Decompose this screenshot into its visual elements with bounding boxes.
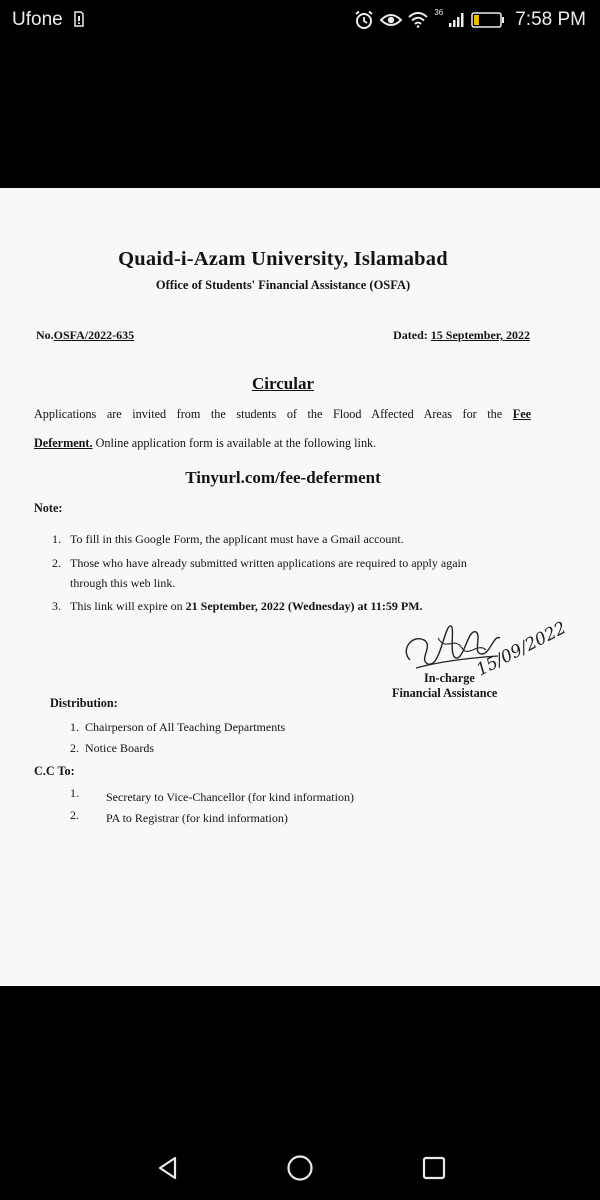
note-label: Note: xyxy=(34,501,63,515)
reference-value: OSFA/2022-635 xyxy=(53,328,135,342)
distribution-number: 2. xyxy=(70,741,79,755)
wifi-icon xyxy=(408,12,428,28)
body-line-1-bold: Fee xyxy=(512,407,532,421)
signatory-office: Financial Assistance xyxy=(392,686,498,700)
note-number: 3. xyxy=(52,599,61,613)
home-button[interactable] xyxy=(280,1148,320,1188)
back-button[interactable] xyxy=(148,1148,188,1188)
alarm-icon xyxy=(354,10,374,30)
cc-number: 2. xyxy=(70,808,79,822)
date-value: 15 September, 2022 xyxy=(430,328,530,342)
note-item xyxy=(52,599,423,614)
body-line-2-text: Online application form is available at the following link. xyxy=(92,436,377,450)
home-icon xyxy=(285,1153,315,1183)
body-line-1 xyxy=(34,407,531,422)
carrier-name: Ufone xyxy=(12,9,63,30)
note-text-bold: 21 September, 2022 (Wednesday) at 11:59 PM. xyxy=(185,599,423,613)
navigation-bar xyxy=(0,1138,600,1200)
distribution-number: 1. xyxy=(70,720,79,734)
cc-label: C.C To: xyxy=(34,764,75,778)
university-title: Quaid-i-Azam University, Islamabad xyxy=(118,248,448,270)
distribution-text: Notice Boards xyxy=(85,741,154,755)
back-icon xyxy=(154,1154,182,1182)
status-time: 7:58 PM xyxy=(515,9,586,30)
note-number: 1. xyxy=(52,532,61,546)
note-continuation: through this web link. xyxy=(70,576,176,590)
note-number: 2. xyxy=(52,556,61,570)
note-text: To fill in this Google Form, the applicant must have a Gmail account. xyxy=(70,532,404,546)
date-line xyxy=(393,328,530,343)
document-image xyxy=(0,188,600,986)
recent-apps-button[interactable] xyxy=(414,1148,454,1188)
signatory-title: In-charge xyxy=(424,671,475,685)
cc-number: 1. xyxy=(70,786,79,800)
body-line-1-text: Applications are invited from the students of the Flood Affected Areas for the xyxy=(34,407,503,421)
reference-number xyxy=(36,328,134,343)
reference-label: No. xyxy=(36,328,54,342)
recent-apps-icon xyxy=(421,1155,447,1181)
network-label: 36 xyxy=(434,7,444,17)
note-item xyxy=(52,556,467,571)
distribution-text: Chairperson of All Teaching Departments xyxy=(85,720,286,734)
body-line-2-bold: Deferment. xyxy=(34,436,93,450)
note-item xyxy=(52,532,404,547)
status-bar xyxy=(0,0,600,40)
battery-icon xyxy=(471,12,505,28)
distribution-item xyxy=(70,720,285,735)
office-subtitle: Office of Students' Financial Assistance (OSFA) xyxy=(155,278,411,292)
body-line-2 xyxy=(34,436,376,451)
cc-text: Secretary to Vice-Chancellor (for kind information) xyxy=(106,790,354,804)
date-label: Dated: xyxy=(393,328,428,342)
note-text xyxy=(70,599,423,613)
signature-date: 15/09/2022 xyxy=(473,618,570,681)
note-text: Those who have already submitted written applications are required to apply again xyxy=(70,556,467,570)
eye-comfort-icon xyxy=(380,12,402,28)
note-text-prefix: This link will expire on xyxy=(70,599,186,613)
application-link: Tinyurl.com/fee-deferment xyxy=(185,468,381,487)
circular-heading: Circular xyxy=(251,374,314,393)
distribution-label: Distribution: xyxy=(50,696,118,710)
cc-text: PA to Registrar (for kind information) xyxy=(106,811,288,825)
sim-card-icon xyxy=(74,11,84,27)
distribution-item xyxy=(70,741,154,756)
signal-icon xyxy=(449,12,465,28)
